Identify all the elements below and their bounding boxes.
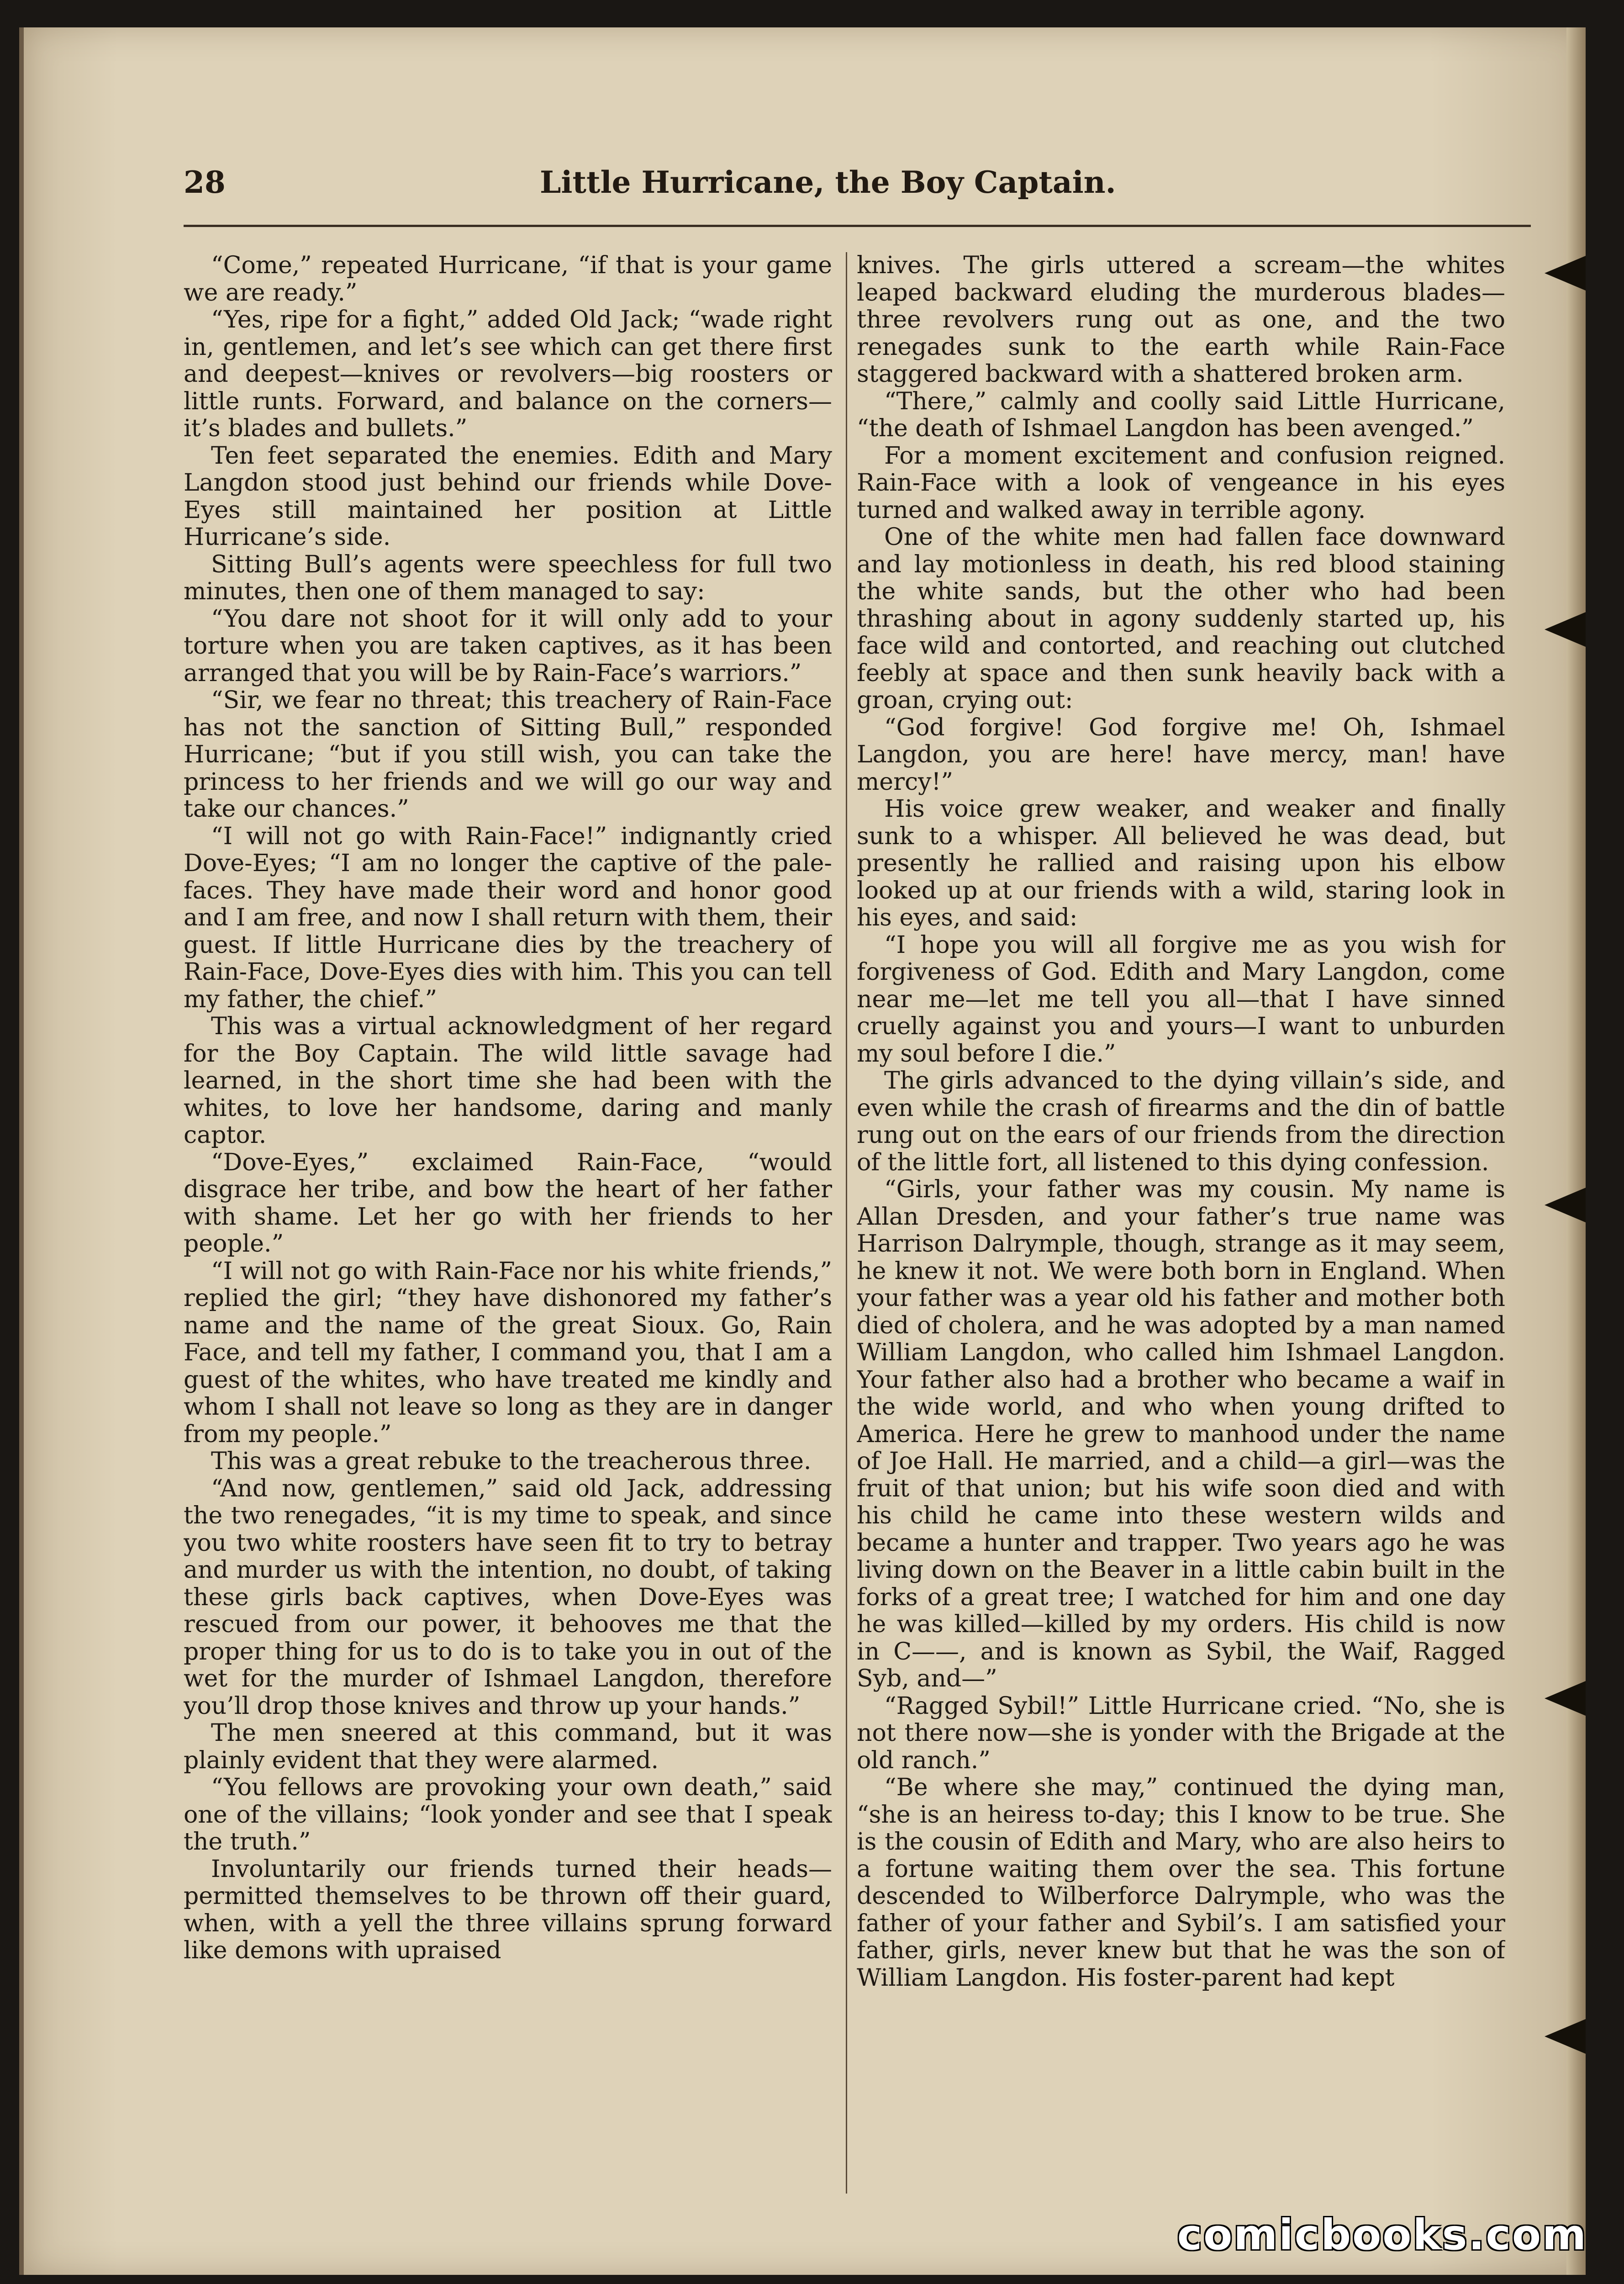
- running-title: Little Hurricane, the Boy Captain.: [540, 164, 1116, 200]
- page-spine-edge: [1566, 27, 1586, 2275]
- binding-tack-icon: [1545, 1188, 1586, 1222]
- binding-tack-icon: [1545, 612, 1586, 647]
- binding-tack-icon: [1545, 1681, 1586, 1716]
- paragraph: “Yes, ripe for a fight,” added Old Jack; “wade right in, gentlemen, and let’s see which can get there first and deepest—knives or revolvers—big roosters or little runts. Forward, and balance on the corners—it’s blades and bullets.”: [184, 306, 832, 442]
- paragraph: This was a great rebuke to the treacherous three.: [211, 1448, 812, 1475]
- page-header: [184, 146, 1531, 215]
- paragraph: This was a virtual acknowledgment of her regard for the Boy Captain. The wild little savage had learned, in the short time she had been with the whites, to love her handsome, daring and manly captor.: [184, 1013, 832, 1149]
- site-watermark: comicbooks.com: [1177, 2210, 1587, 2259]
- paragraph: “I hope you will all forgive me as you wish for forgiveness of God. Edith and Mary Langdon, come near me—let me tell you all—that I have sinned cruelly against you and yours—I want to unburden my soul before I die.”: [857, 931, 1505, 1068]
- paragraph: “Dove-Eyes,” exclaimed Rain-Face, “would disgrace her tribe, and bow the heart of her father with shame. Let her go with her friends to her people.”: [184, 1148, 832, 1258]
- paragraph: “You fellows are provoking your own death,” said one of the villains; “look yonder and see that I speak the truth.”: [184, 1774, 832, 1856]
- book-page: [19, 27, 1586, 2275]
- header-rule: [184, 225, 1531, 227]
- paragraph: One of the white men had fallen face downward and lay motionless in death, his red blood staining the white sands, but the other who had been thrashing about in agony suddenly started up, his face wild and contorted, and reaching out clutched feebly at space and then sunk heavily back with a groan, crying out:: [857, 523, 1505, 714]
- paragraph: “You dare not shoot for it will only add to your torture when you are taken captives, as it has been arranged that you will be by Rain-Face’s warriors.”: [184, 605, 832, 687]
- binding-tack-icon: [1545, 256, 1586, 291]
- paragraph: “Sir, we fear no threat; this treachery of Rain-Face has not the sanction of Sitting Bull,” responded Hurricane; “but if you still wish, you can take the princess to her friends and we will go our way and take our chances.”: [184, 687, 832, 823]
- paragraph: Ten feet separated the enemies. Edith and Mary Langdon stood just behind our friends while Dove-Eyes still maintained her position at Little Hurricane’s side.: [184, 442, 832, 551]
- column-divider: [846, 252, 847, 2194]
- paragraph: “There,” calmly and coolly said Little Hurricane, “the death of Ishmael Langdon has been avenged.”: [857, 387, 1505, 442]
- paragraph: The men sneered at this command, but it was plainly evident that they were alarmed.: [184, 1719, 832, 1774]
- paragraph: “Come,” repeated Hurricane, “if that is your game we are ready.”: [184, 252, 832, 307]
- paragraph: Involuntarily our friends turned their heads—permitted themselves to be thrown off their guard, when, with a yell the three villains sprung forward like demons with upraised: [184, 1855, 832, 1964]
- paragraph: “And now, gentlemen,” said old Jack, addressing the two renegades, “it is my time to speak, and since you two white roosters have seen fit to try to betray and murder us with the intention, no doubt, of taking these girls back captives, when Dove-Eyes was rescued from our power, it behooves me that the proper thing for us to do is to take you in out of the wet for the murder of Ishmael Langdon, therefore you’ll drop those knives and throw up your hands.”: [184, 1475, 832, 1720]
- paragraph: For a moment excitement and confusion reigned. Rain-Face with a look of vengeance in his eyes turned and walked away in terrible agony.: [857, 442, 1505, 524]
- paragraph: “Be where she may,” continued the dying man, “she is an heiress to-day; this I know to be true. She is the cousin of Edith and Mary, who are also heirs to a fortune waiting them over the sea. This fortune descended to Wilberforce Dalrymple, who was the father of your father and Sybil’s. I am satisfied your father, girls, never knew but that he was the son of William Langdon. His foster-parent had kept: [857, 1774, 1505, 1992]
- paragraph: His voice grew weaker, and weaker and finally sunk to a whisper. All believed he was dead, but presently he rallied and raising upon his elbow looked up at our friends with a wild, staring look in his eyes, and said:: [857, 795, 1505, 931]
- paragraph: “I will not go with Rain-Face!” indignantly cried Dove-Eyes; “I am no longer the captive of the pale-faces. They have made their word and honor good and I am free, and now I shall return with them, their guest. If little Hurricane dies by the treachery of Rain-Face, Dove-Eyes dies with him. This you can tell my father, the chief.”: [184, 822, 832, 1013]
- right-text-column: [857, 252, 1505, 2194]
- paragraph: knives. The girls uttered a scream—the whites leaped backward eluding the murderous blades—three revolvers rung out as one, and the two renegades sunk to the earth while Rain-Face staggered backward with a shattered broken arm.: [857, 252, 1505, 388]
- paragraph: “Ragged Sybil!” Little Hurricane cried. “No, she is not there now—she is yonder with the Brigade at the old ranch.”: [857, 1692, 1505, 1774]
- paragraph: Sitting Bull’s agents were speechless for full two minutes, then one of them managed to say:: [184, 550, 832, 605]
- paragraph: “God forgive! God forgive me! Oh, Ishmael Langdon, you are here! have mercy, man! have mercy!”: [857, 714, 1505, 796]
- paragraph: “Girls, your father was my cousin. My name is Allan Dresden, and your father’s true name was Harrison Dalrymple, though, strange as it may seem, he knew it not. We were both born in England. When your father was a year old his father and mother both died of cholera, and he was adopted by a man named William Langdon, who called him Ishmael Langdon. Your father also had a brother who became a waif in the wide world, and who when young drifted to America. Here he grew to manhood under the name of Joe Hall. He married, and a child—a girl—was the fruit of that union; but his wife soon died and with his child he came into these western wilds and became a hunter and trapper. Two years ago he was living down on the Beaver in a little cabin built in the forks of a great tree; I watched for him and one day he was killed—killed by my orders. His child is now in C——, and is known as Sybil, the Waif, Ragged Syb, and—”: [857, 1176, 1505, 1692]
- page-number: 28: [184, 164, 226, 200]
- left-text-column: [184, 252, 832, 2194]
- paragraph: “I will not go with Rain-Face nor his white friends,” replied the girl; “they have dishonored my father’s name and the name of the great Sioux. Go, Rain Face, and tell my father, I command you, that I am a guest of the whites, who have treated me kindly and whom I shall not leave so long as they are in danger from my people.”: [184, 1257, 832, 1448]
- paragraph: The girls advanced to the dying villain’s side, and even while the crash of firearms and the din of battle rung out on the ears of our friends from the direction of the little fort, all listened to this dying confession.: [857, 1067, 1505, 1176]
- binding-tack-icon: [1545, 2019, 1586, 2054]
